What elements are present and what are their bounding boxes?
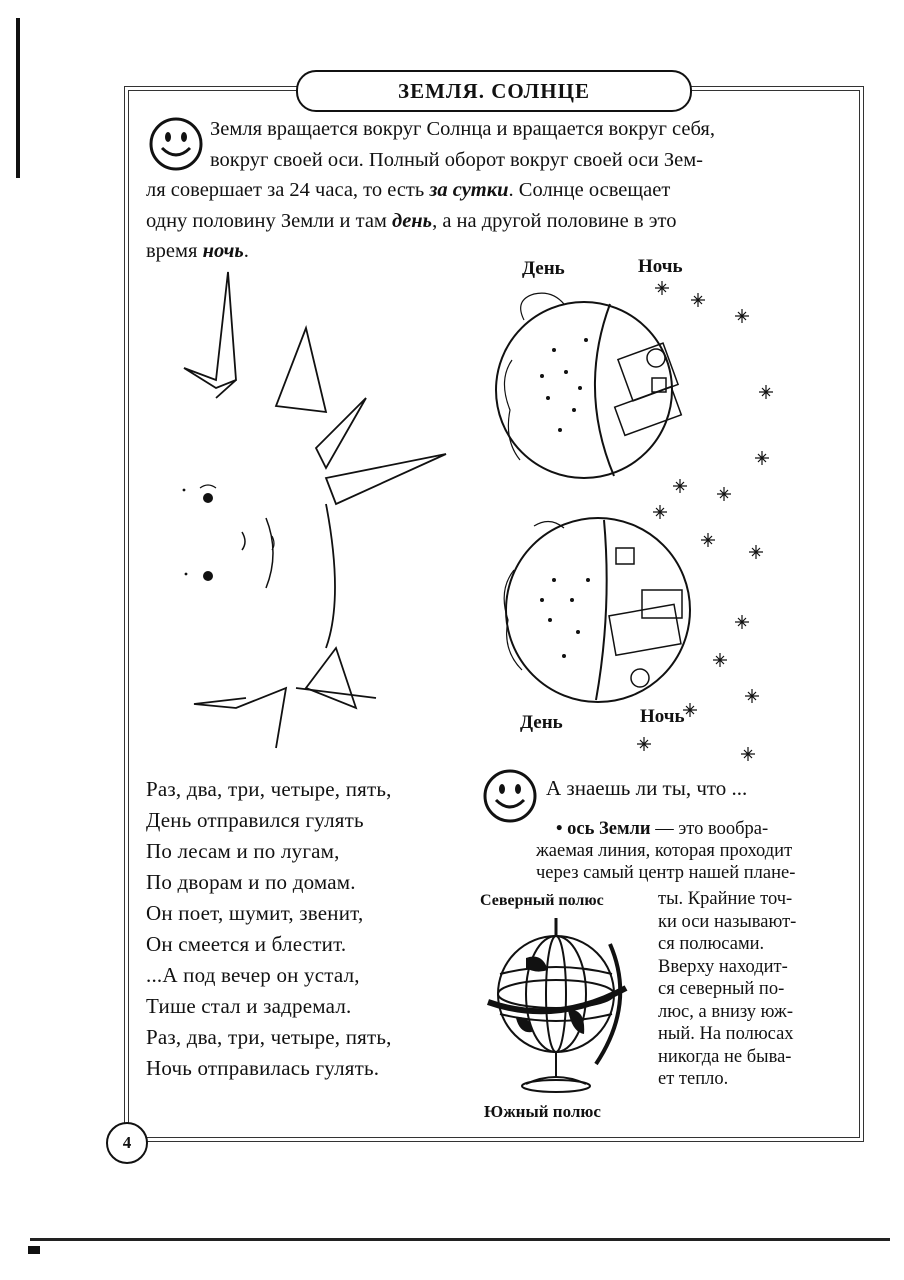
binding-edge <box>16 18 20 178</box>
poem-line: Раз, два, три, четыре, пять, <box>146 777 392 801</box>
label-night-top: Ночь <box>638 256 683 277</box>
did-you-know-title: А знаешь ли ты, что ... <box>546 776 748 800</box>
poem-line: ...А под вечер он устал, <box>146 963 360 987</box>
smiley-icon <box>482 768 538 824</box>
fact-paragraph: • ось Земли — это вообра- жаемая линия, которая проходит через самый центр нашей плане- <box>536 819 796 883</box>
poem-line: По дворам и по домам. <box>146 870 356 894</box>
poem-line: День отправился гулять <box>146 808 364 832</box>
label-day-bottom: День <box>520 712 563 733</box>
poem-line: Раз, два, три, четыре, пять, <box>146 1025 392 1049</box>
poem-line: Тише стал и задремал. <box>146 994 352 1018</box>
bottom-rule <box>30 1238 890 1241</box>
label-night-bottom: Ночь <box>640 706 685 727</box>
term-earth-axis: • ось Земли <box>556 819 651 839</box>
page-title: ЗЕМЛЯ. СОЛНЦЕ <box>296 70 692 112</box>
bottom-mark <box>28 1246 40 1254</box>
day-night-illustration <box>494 280 794 760</box>
poem <box>146 774 392 1084</box>
poem-line: По лесам и по лугам, <box>146 839 340 863</box>
poem-line: Ночь отправилась гулять. <box>146 1056 380 1080</box>
poem-line: Он смеется и блестит. <box>146 932 347 956</box>
sun-drawing <box>176 268 466 768</box>
globe-drawing <box>486 914 636 1102</box>
label-north-pole: Северный полюс <box>480 892 604 909</box>
poem-line: Он поет, шумит, звенит, <box>146 901 364 925</box>
emphasis-den: день <box>392 209 433 232</box>
emphasis-sutki: за сутки <box>429 179 509 201</box>
emphasis-noch: ночь <box>202 240 244 262</box>
fact-continuation: ты. Крайние точ- ки оси называют- ся полюсами. Вверху находит- ся северный по- люс, а внизу юж- ный. На полюсах никогда не быва- ет тепло. <box>658 889 797 1089</box>
page-number: 4 <box>106 1122 148 1164</box>
label-day-top: День <box>522 258 565 279</box>
label-south-pole: Южный полюс <box>484 1102 601 1121</box>
intro-paragraph: Земля вращается вокруг Солнца и вращается вокруг себя, вокруг своей оси. Полный оборот вокруг своей оси Зем- ля совершает за 24 часа, то есть за сутки. Солнце освещает одну половину Земли и там день, а на другой половине в это время ночь. <box>146 118 715 262</box>
